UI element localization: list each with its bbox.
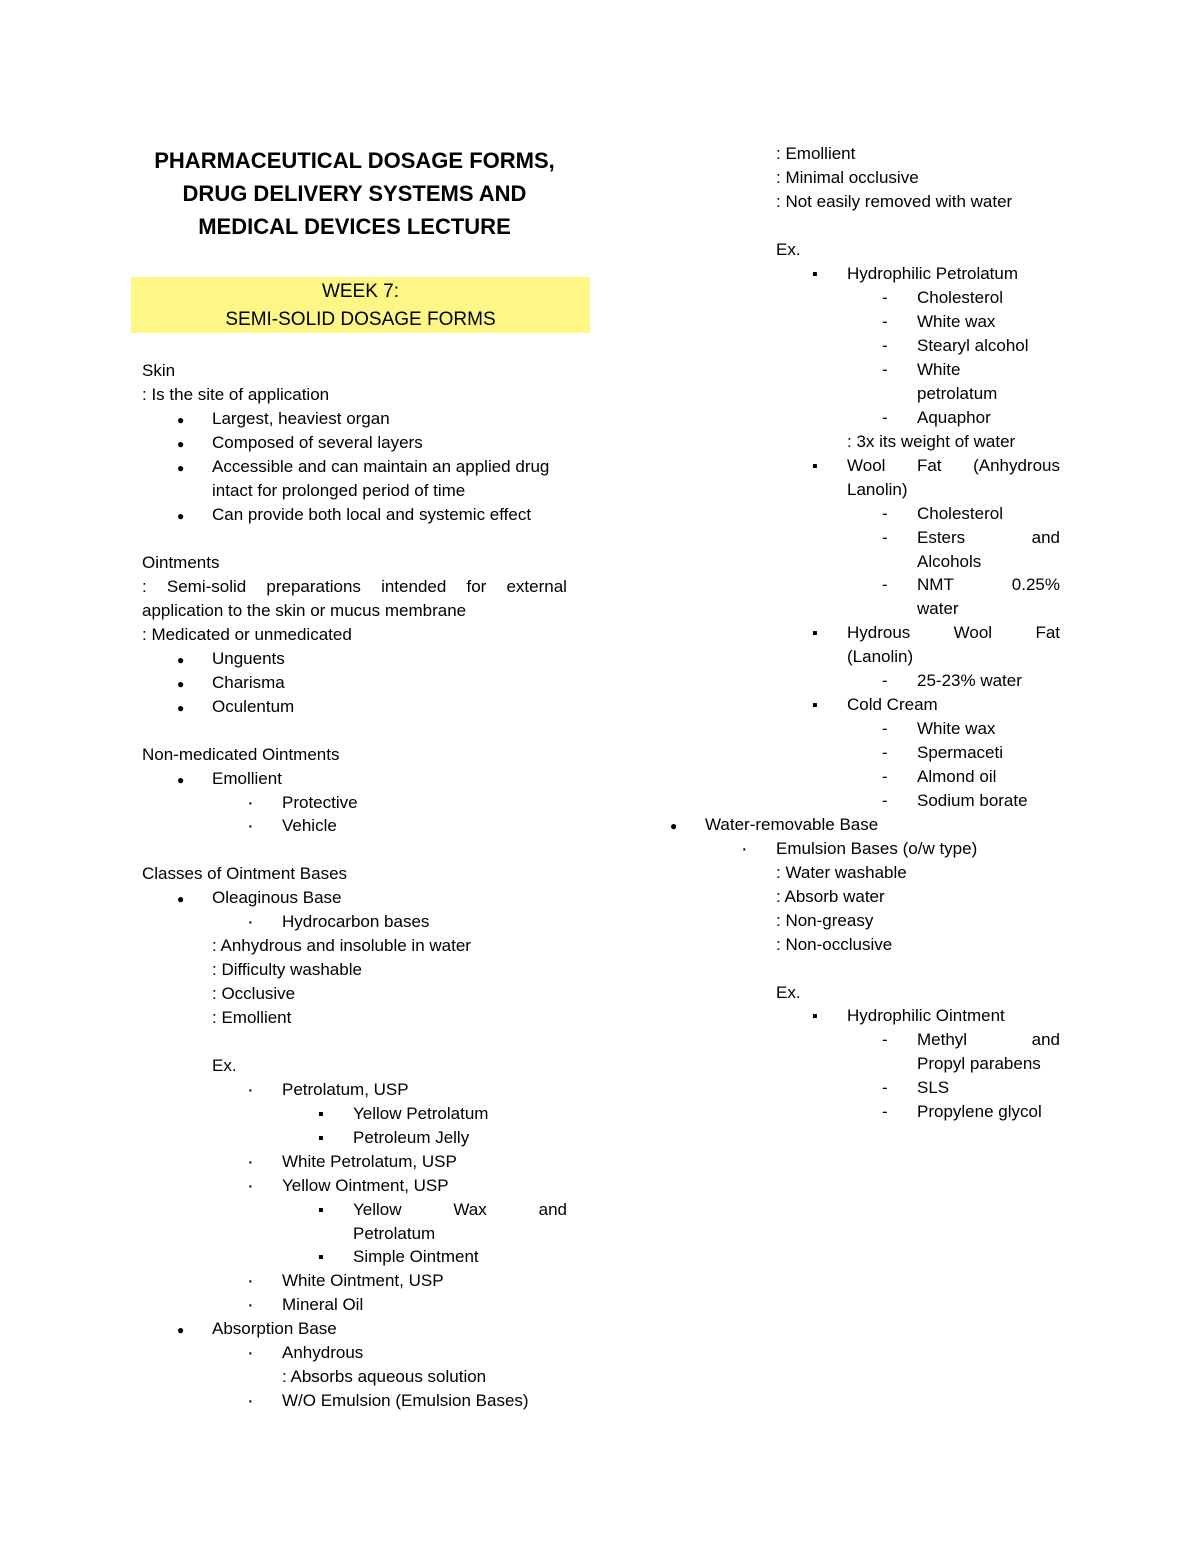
outline-line: Esters and: [917, 528, 1060, 547]
outline-line: Water-removable Base: [705, 815, 879, 834]
outline-line: petrolatum: [917, 384, 998, 403]
bullet-dash-icon: [882, 1100, 888, 1124]
outline-line: : Emollient: [212, 1008, 292, 1027]
bullet-dash-icon: [882, 286, 888, 310]
outline-line: : Is the site of application: [142, 385, 330, 404]
bullet-dash-icon: [882, 717, 888, 741]
bullet-dash-icon: [882, 406, 888, 430]
document-title-line-3: MEDICAL DEVICES LECTURE: [198, 214, 511, 239]
outline-line: White Petrolatum, USP: [282, 1152, 457, 1171]
outline-line: : Water washable: [776, 863, 907, 882]
outline-line: application to the skin or mucus membrane: [142, 601, 467, 620]
outline-line: Alcohols: [917, 552, 982, 571]
outline-line: : Anhydrous and insoluble in water: [212, 936, 471, 955]
bullet-dot-icon: [177, 1317, 184, 1342]
outline-line: Protective: [282, 793, 358, 812]
bullet-dot-icon: [177, 767, 184, 792]
outline-line: Cholesterol: [917, 288, 1003, 307]
week-label: WEEK 7:: [321, 281, 400, 302]
outline-line: : Medicated or unmedicated: [142, 625, 352, 644]
bullet-middot-icon: [247, 1269, 254, 1294]
outline-line: Ex.: [212, 1056, 237, 1075]
bullet-dash-icon: [882, 1076, 888, 1100]
outline-line: Charisma: [212, 673, 285, 692]
outline-line: Vehicle: [282, 816, 337, 835]
outline-line: Cholesterol: [917, 504, 1003, 523]
outline-line: : Non-occlusive: [776, 935, 893, 954]
bullet-dot-icon: [177, 647, 184, 672]
bullet-middot-icon: [247, 1341, 254, 1366]
outline-line: : Emollient: [776, 144, 856, 163]
bullet-dash-icon: [882, 573, 888, 597]
bullet-middot-icon: [247, 1293, 254, 1318]
outline-line: Composed of several layers: [212, 433, 423, 452]
bullet-square-icon: [318, 1102, 324, 1127]
bullet-middot-icon: [741, 837, 748, 862]
bullet-square-icon: [812, 454, 818, 479]
bullet-square-icon: [318, 1126, 324, 1151]
document-title-line-2: DRUG DELIVERY SYSTEMS AND: [182, 181, 527, 206]
outline-line: Yellow Wax and: [353, 1200, 567, 1219]
outline-line: W/O Emulsion (Emulsion Bases): [282, 1391, 529, 1410]
outline-line: White wax: [917, 312, 996, 331]
bullet-dash-icon: [882, 334, 888, 358]
outline-line: Aquaphor: [917, 408, 991, 427]
outline-line: Cold Cream: [847, 695, 938, 714]
bullet-square-icon: [812, 621, 818, 646]
outline-line: Spermaceti: [917, 743, 1003, 762]
outline-line: : Difficulty washable: [212, 960, 362, 979]
bullet-dot-icon: [177, 455, 184, 480]
outline-line: Petrolatum, USP: [282, 1080, 409, 1099]
outline-line: Accessible and can maintain an applied drug: [212, 457, 550, 476]
outline-line: Methyl and: [917, 1030, 1060, 1049]
outline-line: Mineral Oil: [282, 1295, 364, 1314]
outline-line: Ex.: [776, 983, 801, 1002]
bullet-dash-icon: [882, 526, 888, 550]
bullet-dash-icon: [882, 1028, 888, 1052]
outline-line: intact for prolonged period of time: [212, 481, 466, 500]
outline-line: Ointments: [142, 553, 220, 572]
outline-line: Lanolin): [847, 480, 908, 499]
outline-line: : Semi-solid preparations intended for external: [142, 577, 567, 596]
outline-line: Hydrophilic Petrolatum: [847, 264, 1019, 283]
bullet-middot-icon: [247, 1078, 254, 1103]
bullet-middot-icon: [247, 1174, 254, 1199]
outline-line: Petroleum Jelly: [353, 1128, 470, 1147]
outline-line: White wax: [917, 719, 996, 738]
outline-line: : Absorbs aqueous solution: [282, 1367, 487, 1386]
bullet-middot-icon: [247, 814, 254, 839]
bullet-dash-icon: [882, 741, 888, 765]
outline-line: : Occlusive: [212, 984, 296, 1003]
outline-line: : Absorb water: [776, 887, 885, 906]
outline-line: Largest, heaviest organ: [212, 409, 390, 428]
bullet-square-icon: [812, 262, 818, 287]
bullet-dot-icon: [177, 431, 184, 456]
outline-line: water: [917, 599, 959, 618]
outline-line: Propyl parabens: [917, 1054, 1041, 1073]
bullet-dash-icon: [882, 358, 888, 382]
bullet-dash-icon: [882, 789, 888, 813]
bullet-dot-icon: [177, 671, 184, 696]
outline-line: Anhydrous: [282, 1343, 364, 1362]
outline-line: Hydrocarbon bases: [282, 912, 430, 931]
outline-line: SLS: [917, 1078, 950, 1097]
outline-line: Skin: [142, 361, 176, 380]
bullet-square-icon: [812, 693, 818, 718]
outline-line: Propylene glycol: [917, 1102, 1042, 1121]
outline-line: Absorption Base: [212, 1319, 337, 1338]
bullet-square-icon: [812, 1004, 818, 1029]
outline-line: : 3x its weight of water: [847, 432, 1016, 451]
outline-line: Ex.: [776, 240, 801, 259]
bullet-dash-icon: [882, 502, 888, 526]
outline-line: Yellow Ointment, USP: [282, 1176, 449, 1195]
document-title-line-1: PHARMACEUTICAL DOSAGE FORMS,: [154, 148, 555, 173]
outline-line: Yellow Petrolatum: [353, 1104, 489, 1123]
bullet-middot-icon: [247, 1389, 254, 1414]
bullet-square-icon: [318, 1245, 324, 1270]
outline-line: Stearyl alcohol: [917, 336, 1029, 355]
bullet-middot-icon: [247, 1150, 254, 1175]
outline-line: White Ointment, USP: [282, 1271, 444, 1290]
outline-line: Almond oil: [917, 767, 997, 786]
outline-line: Can provide both local and systemic effect: [212, 505, 532, 524]
outline-line: Emollient: [212, 769, 282, 788]
bullet-dash-icon: [882, 310, 888, 334]
outline-line: NMT 0.25%: [917, 575, 1060, 594]
outline-line: Unguents: [212, 649, 285, 668]
bullet-dot-icon: [177, 407, 184, 432]
outline-line: 25-23% water: [917, 671, 1022, 690]
outline-line: Sodium borate: [917, 791, 1028, 810]
outline-line: : Non-greasy: [776, 911, 874, 930]
outline-line: (Lanolin): [847, 647, 914, 666]
outline-line: Emulsion Bases (o/w type): [776, 839, 978, 858]
bullet-dot-icon: [177, 503, 184, 528]
bullet-middot-icon: [247, 910, 254, 935]
outline-line: : Not easily removed with water: [776, 192, 1013, 211]
outline-line: White: [917, 360, 961, 379]
outline-line: Classes of Ointment Bases: [142, 864, 348, 883]
outline-line: Oculentum: [212, 697, 295, 716]
week-topic: SEMI-SOLID DOSAGE FORMS: [225, 309, 496, 330]
outline-line: Non-medicated Ointments: [142, 745, 340, 764]
bullet-square-icon: [318, 1198, 324, 1223]
bullet-dash-icon: [882, 669, 888, 693]
outline-line: Simple Ointment: [353, 1247, 479, 1266]
outline-line: Petrolatum: [353, 1224, 436, 1243]
bullet-dot-icon: [670, 813, 677, 838]
bullet-dot-icon: [177, 886, 184, 911]
outline-line: Hydrophilic Ointment: [847, 1006, 1005, 1025]
bullet-dash-icon: [882, 765, 888, 789]
bullet-dot-icon: [177, 695, 184, 720]
outline-line: Hydrous Wool Fat: [847, 623, 1060, 642]
outline-line: Oleaginous Base: [212, 888, 342, 907]
outline-line: Wool Fat (Anhydrous: [847, 456, 1060, 475]
outline-line: : Minimal occlusive: [776, 168, 919, 187]
bullet-middot-icon: [247, 791, 254, 816]
